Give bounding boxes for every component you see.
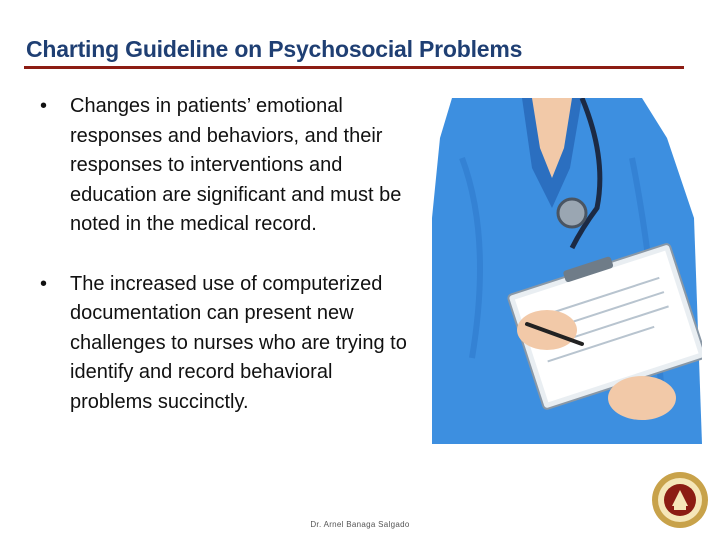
nurse-photo [432,98,702,444]
bullet-text: Changes in patients’ emotional responses and behaviors, and their responses to interventions and education are significant and must be noted in the medical record. [70,95,402,235]
slide-title: Charting Guideline on Psychosocial Problems [26,36,523,62]
bullet-item [40,92,420,240]
bullet-text: The increased use of computerized documentation can present new challenges to nurses who are trying to identify and record behavioral problems succinctly. [70,272,407,413]
bullet-dot: • [40,272,48,295]
bullet-list [40,92,420,447]
bullet-item [40,270,420,418]
title-underline [24,66,684,69]
bullet-dot: • [40,95,48,117]
footer-author: Dr. Arnel Banaga Salgado [310,520,410,529]
